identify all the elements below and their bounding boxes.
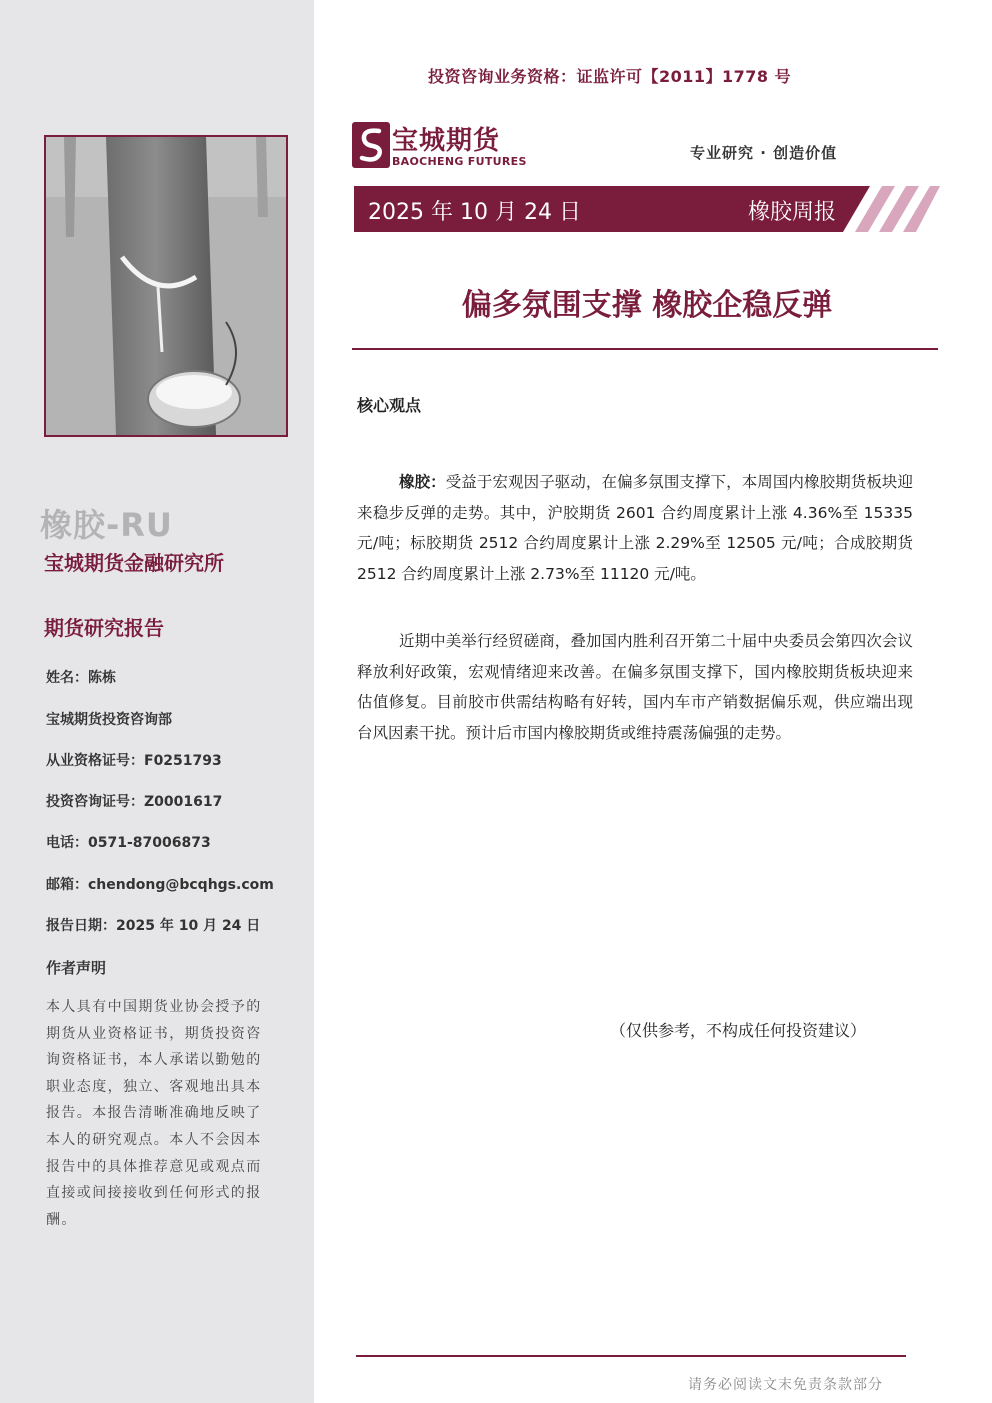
report-title: 偏多氛围支撑 橡胶企稳反弹: [461, 288, 833, 323]
logo-en-text: BAOCHENG FUTURES: [392, 155, 527, 168]
footer-text: 请务必阅读文末免责条款部分: [688, 1377, 883, 1393]
author-name: 姓名：陈栋: [46, 670, 116, 686]
banner-report-type: 橡胶周报: [748, 200, 837, 225]
footer-divider: [356, 1355, 906, 1357]
paragraph-1-text: 受益于宏观因子驱动，在偏多氛围支撑下，本周国内橡胶期货板块迎来稳步反弹的走势。其中，沪胶期货 2601 合约周度累计上涨 4.36%至 15335 元/吨；标胶期货 2512 合约周度累计上涨 2.29%至 12505 元/吨；合成胶期货 2512 合约周度累计上涨 2.73%至 11120 元/吨。: [357, 473, 913, 583]
logo-mark-icon: [352, 122, 390, 168]
report-kind: 期货研究报告: [44, 616, 164, 640]
paragraph-1-lead: 橡胶：: [399, 473, 446, 491]
paragraph-2: 近期中美举行经贸磋商，叠加国内胜利召开第二十届中央委员会第四次会议释放利好政策，宏观情绪迎来改善。在偏多氛围支撑下，国内橡胶期货板块迎来估值修复。目前胶市供需结构略有好转，国内车市产销数据偏乐观，供应端出现台风因素干扰。预计后市国内橡胶期货或维持震荡偏强的走势。: [357, 632, 913, 742]
license-line: 投资咨询业务资格：证监许可【2011】1778 号: [428, 67, 792, 86]
banner-date: 2025 年 10 月 24 日: [368, 200, 581, 225]
cover-photo-rubber-tree: [44, 135, 288, 437]
declaration-text: 本人具有中国期货业协会授予的期货从业资格证书，期货投资咨询资格证书，本人承诺以勤勉的职业态度，独立、客观地出具本报告。本报告清晰准确地反映了本人的研究观点。本人不会因本报告中的具体推荐意见或观点而直接或间接接收到任何形式的报酬。: [46, 999, 262, 1228]
logo-cn-text: 宝城期货: [392, 126, 501, 156]
company-logo: [352, 122, 527, 170]
qualification-number: 从业资格证号：F0251793: [46, 753, 222, 769]
report-date: 报告日期：2025 年 10 月 24 日: [46, 918, 261, 934]
paragraph-1: [357, 467, 913, 589]
product-code: 橡胶-RU: [40, 506, 173, 544]
disclaimer-note: （仅供参考，不构成任何投资建议）: [610, 1021, 867, 1040]
title-divider: [352, 348, 938, 350]
consulting-number: 投资咨询证号：Z0001617: [46, 794, 223, 810]
institute-name: 宝城期货金融研究所: [44, 551, 224, 575]
phone: 电话：0571-87006873: [46, 835, 211, 851]
email-link[interactable]: 邮箱：chendong@bcqhgs.com: [46, 877, 274, 893]
department: 宝城期货投资咨询部: [46, 712, 172, 728]
declaration-title: 作者声明: [46, 959, 107, 977]
slogan: 专业研究 · 创造价值: [690, 144, 838, 162]
section-heading: 核心观点: [357, 396, 422, 415]
